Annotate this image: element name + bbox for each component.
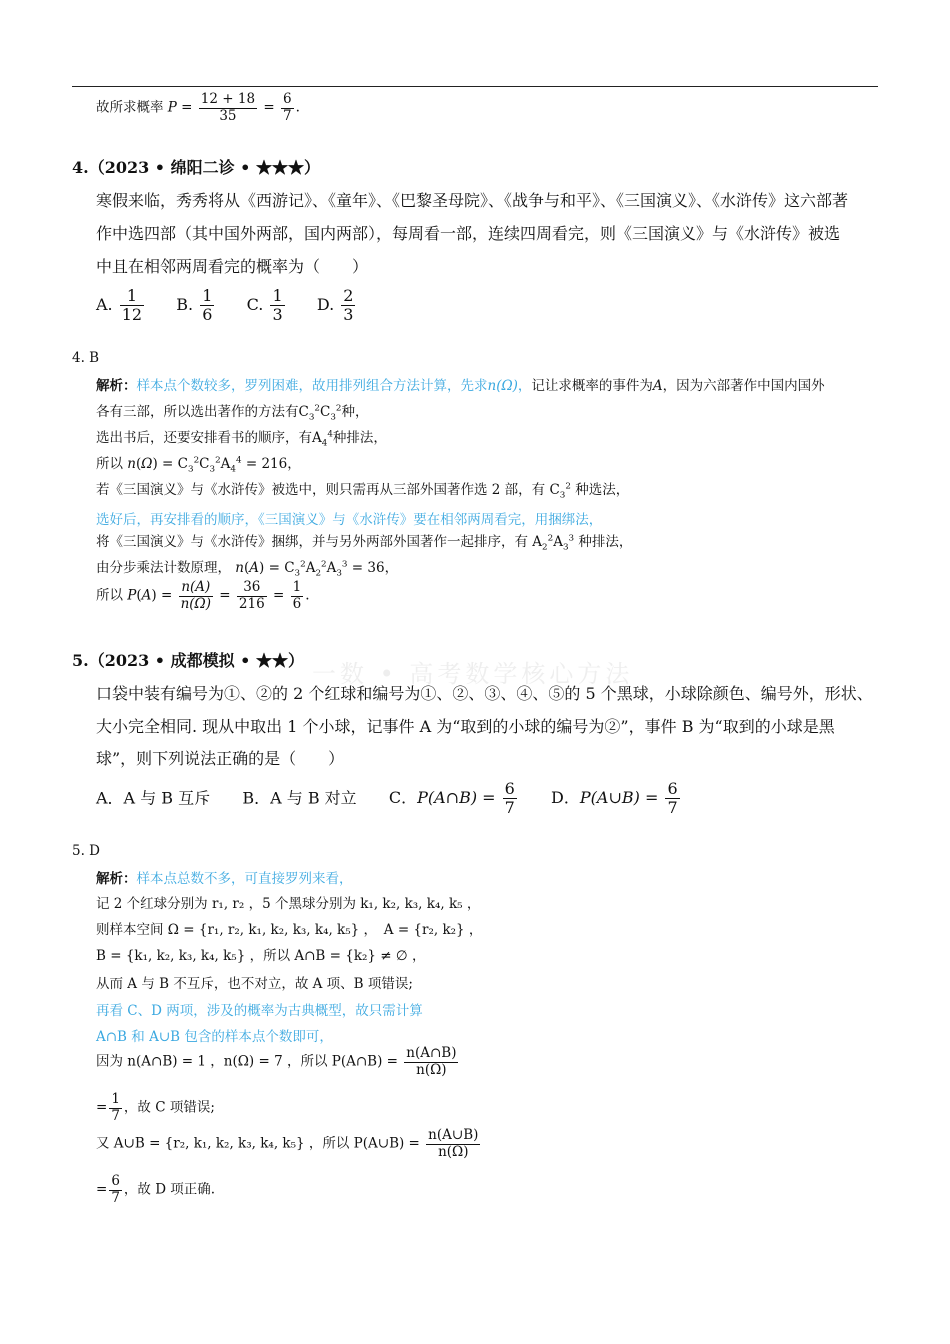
- header-rule: [72, 86, 878, 87]
- answer-5-line6: = $\frac{1}{7}$ ，故 C 项错误;: [96, 1091, 215, 1124]
- answer-5-line0: 解析：样本点总数不多，可直接罗列来看，: [96, 871, 353, 887]
- answer-5-line4: 从而 A 与 B 不互斥，也不对立，故 A 项、B 项错误;: [96, 976, 413, 992]
- answer-4-hint: 选好后，再安排看的顺序，《三国演义》与《水浒传》要在相邻两周看完，用捆绑法，: [96, 512, 603, 528]
- question-4-line2: 作中选四部（其中国外两部，国内两部），每周看一部，连续四周看完，则《三国演义》与《水浒传》被选: [96, 224, 841, 243]
- fraction: $\frac{12 + 18}{35}$: [200, 91, 256, 124]
- question-5-line1: 口袋中装有编号为①、②的 2 个红球和编号为①、②、③、④、⑤的 5 个黑球，小球除颜色、编号外，形状、: [96, 684, 873, 703]
- watermark: 一数 • 高考数学核心方法: [312, 660, 634, 688]
- question-5-options: [96, 780, 682, 818]
- option-c: C. $\frac{1}{3}$: [246, 286, 283, 325]
- prev-answer-conclusion: 故所求概率 P = $\frac{12 + 18}{35}$ = $\frac{6}{7}$ .: [96, 91, 300, 124]
- question-5-line2: 大小完全相同. 现从中取出 1 个小球，记事件 A 为“取到的小球的编号为②”，事件 B 为“取到的小球是黑: [96, 717, 835, 736]
- question-4-options: [96, 287, 357, 325]
- answer-5-line7: 又 A∪B = {r₂, k₁, k₂, k₃, k₄, k₅} ，所以 P(A∪B) = $\frac{n(A\cup B)}{n(\Omega)}$: [96, 1127, 479, 1160]
- answer-5-hint2: A∩B 和 A∪B 包含的样本点个数即可，: [96, 1029, 333, 1045]
- answer-4-line2: 各有三部，所以选出著作的方法有$C_3^2C_3^2$种，: [96, 403, 369, 423]
- option-a: A. $\frac{1}{12}$: [96, 286, 143, 325]
- answer-5-line8: = $\frac{6}{7}$ ，故 D 项正确.: [96, 1173, 216, 1206]
- answer-5-hint1: 再看 C、D 两项，涉及的概率为古典概型，故只需计算: [96, 1003, 423, 1019]
- question-5-line3: 球”，则下列说法正确的是（ ）: [96, 749, 345, 768]
- question-4-line3: 中且在相邻两周看完的概率为（ ）: [96, 257, 369, 276]
- answer-5-head: 5. D: [72, 843, 100, 859]
- option-b: B. $\frac{1}{6}$: [176, 286, 213, 325]
- option-d: D．P(A∪B) = $\frac{6}{7}$: [551, 779, 678, 818]
- fraction: $\frac{6}{7}$: [282, 91, 292, 124]
- option-c: C．P(A∩B) = $\frac{6}{7}$: [388, 779, 515, 818]
- answer-5-line2: 则样本空间 Ω = {r₁, r₂, k₁, k₂, k₃, k₄, k₅} ， A = {r₂, k₂} ，: [96, 922, 483, 938]
- question-5-header: 5.（2023 • 成都模拟 • ★★）: [72, 651, 304, 670]
- answer-5-line1: 记 2 个红球分别为 r₁, r₂ ，5 个黑球分别为 k₁, k₂, k₃, k₄, k₅ ，: [96, 896, 481, 912]
- answer-4-line6: 将《三国演义》与《水浒传》捆绑，并与另外两部外国著作一起排序，有 $A_2^2A_3^3$ 种排法，: [96, 533, 633, 553]
- answer-4-line3: 选出书后，还要安排看书的顺序，有$A_4^4$种排法，: [96, 429, 387, 449]
- answer-4-line8: 所以 P(A) = $\frac{n(A)}{n(\Omega)}$ = $\frac{36}{216}$ = $\frac{1}{6}$ .: [96, 579, 310, 612]
- answer-4-line5: 若《三国演义》与《水浒传》被选中，则只需再从三部外国著作选 2 部，有 $C_3^2$ 种选法，: [96, 481, 630, 501]
- answer-4-head: 4. B: [72, 350, 100, 366]
- answer-4-line7: 由分步乘法计数原理， $n(A) = C_3^2A_2^2A_3^3 = 36$，: [96, 559, 399, 579]
- option-d: D. $\frac{2}{3}$: [316, 286, 354, 325]
- answer-5-line3: B = {k₁, k₂, k₃, k₄, k₅} ，所以 A∩B = {k₂} ≠ ∅ ，: [96, 948, 426, 964]
- option-a: A．A 与 B 互斥: [96, 788, 211, 808]
- answer-4-line1: 解析：样本点个数较多，罗列困难，故用排列组合方法计算，先求n(Ω)，记让求概率的事件为A，因为六部著作中国内国外: [96, 378, 825, 394]
- option-b: B．A 与 B 对立: [242, 788, 357, 808]
- answer-5-line5: 因为 n(A∩B) = 1 ，n(Ω) = 7 ，所以 P(A∩B) = $\frac{n(A\cap B)}{n(\Omega)}$: [96, 1045, 457, 1078]
- question-4-line1: 寒假来临，秀秀将从《西游记》、《童年》、《巴黎圣母院》、《战争与和平》、《三国演义》、《水浒传》这六部著: [96, 191, 849, 210]
- question-4-header: 4.（2023 • 绵阳二诊 • ★★★）: [72, 158, 320, 177]
- answer-4-line4: 所以 $n(\Omega) = C_3^2C_3^2A_4^4 = 216$，: [96, 455, 301, 475]
